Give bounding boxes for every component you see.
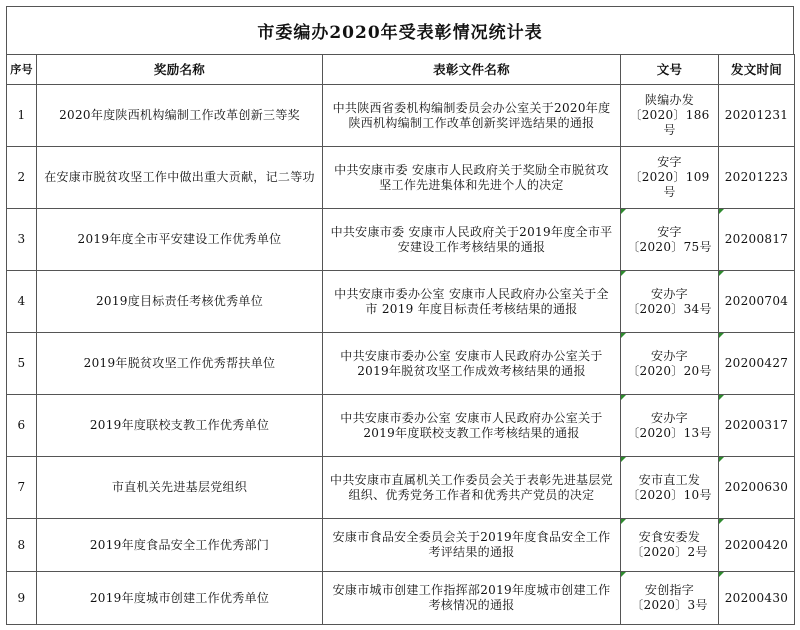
header-row xyxy=(7,55,795,85)
header-seq: 序号 xyxy=(7,55,37,85)
doc-number-line1: 安字 xyxy=(657,155,682,169)
table-row xyxy=(7,395,795,457)
award-name-cell: 2019度目标责任考核优秀单位 xyxy=(37,271,323,333)
doc-number-line1: 安办字 xyxy=(651,410,688,425)
doc-number-cell xyxy=(621,572,719,625)
doc-number-cell xyxy=(621,333,719,395)
doc-number-line1: 安创指字 xyxy=(644,583,695,597)
doc-name-cell: 中共安康市委办公室 安康市人民政府办公室关于全市 2019 年度目标责任考核结果的通报 xyxy=(323,271,621,333)
award-name-cell: 2019年度全市平安建设工作优秀单位 xyxy=(37,209,323,271)
doc-number-line2: 〔2020〕20号 xyxy=(627,363,712,378)
table-row xyxy=(7,147,795,209)
award-table xyxy=(6,54,795,625)
seq-cell: 7 xyxy=(7,457,37,519)
issue-date-cell: 20200704 xyxy=(719,271,795,333)
sheet-title: 市委编办2020年受表彰情况统计表 xyxy=(6,6,794,54)
doc-number-cell xyxy=(621,457,719,519)
doc-number-line1: 安字 xyxy=(657,224,682,239)
table-row xyxy=(7,457,795,519)
table-row xyxy=(7,333,795,395)
table-row xyxy=(7,85,795,147)
doc-number-line1: 安办字 xyxy=(651,286,688,301)
issue-date-cell: 20201223 xyxy=(719,147,795,209)
award-name-cell: 2019年度城市创建工作优秀单位 xyxy=(37,572,323,625)
header-doc-number: 文号 xyxy=(621,55,719,85)
seq-cell: 4 xyxy=(7,271,37,333)
issue-date-cell: 20200817 xyxy=(719,209,795,271)
award-name-cell: 2019年度食品安全工作优秀部门 xyxy=(37,519,323,572)
doc-number-line1: 陕编办发 xyxy=(644,93,695,107)
header-doc-name: 表彰文件名称 xyxy=(323,55,621,85)
issue-date-cell: 20200430 xyxy=(719,572,795,625)
doc-number-line2: 〔2020〕186号 xyxy=(629,108,710,137)
award-name-cell: 2019年脱贫攻坚工作优秀帮扶单位 xyxy=(37,333,323,395)
seq-cell: 9 xyxy=(7,572,37,625)
award-statistics-sheet xyxy=(6,6,794,626)
header-award-name: 奖励名称 xyxy=(37,55,323,85)
seq-cell: 1 xyxy=(7,85,37,147)
doc-number-cell xyxy=(621,209,719,271)
table-row xyxy=(7,209,795,271)
doc-name-cell: 中共安康市直属机关工作委员会关于表彰先进基层党组织、优秀党务工作者和优秀共产党员的决定 xyxy=(323,457,621,519)
doc-number-cell xyxy=(621,147,719,209)
issue-date-cell: 20200420 xyxy=(719,519,795,572)
doc-number-line2: 〔2020〕13号 xyxy=(627,425,712,440)
table-row xyxy=(7,519,795,572)
doc-name-cell: 中共陕西省委机构编制委员会办公室关于2020年度陕西机构编制工作改革创新奖评选结果的通报 xyxy=(323,85,621,147)
doc-number-line2: 〔2020〕75号 xyxy=(627,239,712,254)
doc-number-cell xyxy=(621,395,719,457)
header-issue-date: 发文时间 xyxy=(719,55,795,85)
award-name-cell: 市直机关先进基层党组织 xyxy=(37,457,323,519)
doc-number-line1: 安办字 xyxy=(651,348,688,363)
doc-number-line1: 安食安委发 xyxy=(638,530,701,544)
issue-date-cell: 20200317 xyxy=(719,395,795,457)
doc-number-cell xyxy=(621,271,719,333)
seq-cell: 2 xyxy=(7,147,37,209)
seq-cell: 3 xyxy=(7,209,37,271)
doc-number-line2: 〔2020〕3号 xyxy=(631,598,708,612)
seq-cell: 8 xyxy=(7,519,37,572)
doc-name-cell: 中共安康市委 安康市人民政府关于2019年度全市平安建设工作考核结果的通报 xyxy=(323,209,621,271)
doc-number-line1: 安市直工发 xyxy=(638,472,701,487)
doc-number-line2: 〔2020〕109号 xyxy=(629,170,710,199)
doc-name-cell: 中共安康市委办公室 安康市人民政府办公室关于2019年脱贫攻坚工作成效考核结果的通报 xyxy=(323,333,621,395)
doc-number-line2: 〔2020〕10号 xyxy=(627,487,712,502)
doc-number-line2: 〔2020〕2号 xyxy=(631,545,708,559)
seq-cell: 6 xyxy=(7,395,37,457)
doc-name-cell: 安康市食品安全委员会关于2019年度食品安全工作考评结果的通报 xyxy=(323,519,621,572)
issue-date-cell: 20201231 xyxy=(719,85,795,147)
table-row xyxy=(7,271,795,333)
issue-date-cell: 20200427 xyxy=(719,333,795,395)
award-name-cell: 2019年度联校支教工作优秀单位 xyxy=(37,395,323,457)
doc-number-cell xyxy=(621,85,719,147)
doc-name-cell: 安康市城市创建工作指挥部2019年度城市创建工作考核情况的通报 xyxy=(323,572,621,625)
doc-name-cell: 中共安康市委 安康市人民政府关于奖励全市脱贫攻坚工作先进集体和先进个人的决定 xyxy=(323,147,621,209)
seq-cell: 5 xyxy=(7,333,37,395)
table-row xyxy=(7,572,795,625)
award-name-cell: 2020年度陕西机构编制工作改革创新三等奖 xyxy=(37,85,323,147)
doc-number-cell xyxy=(621,519,719,572)
issue-date-cell: 20200630 xyxy=(719,457,795,519)
doc-number-line2: 〔2020〕34号 xyxy=(627,301,712,316)
award-name-cell: 在安康市脱贫攻坚工作中做出重大贡献，记二等功 xyxy=(37,147,323,209)
doc-name-cell: 中共安康市委办公室 安康市人民政府办公室关于 2019年度联校支教工作考核结果的通报 xyxy=(323,395,621,457)
